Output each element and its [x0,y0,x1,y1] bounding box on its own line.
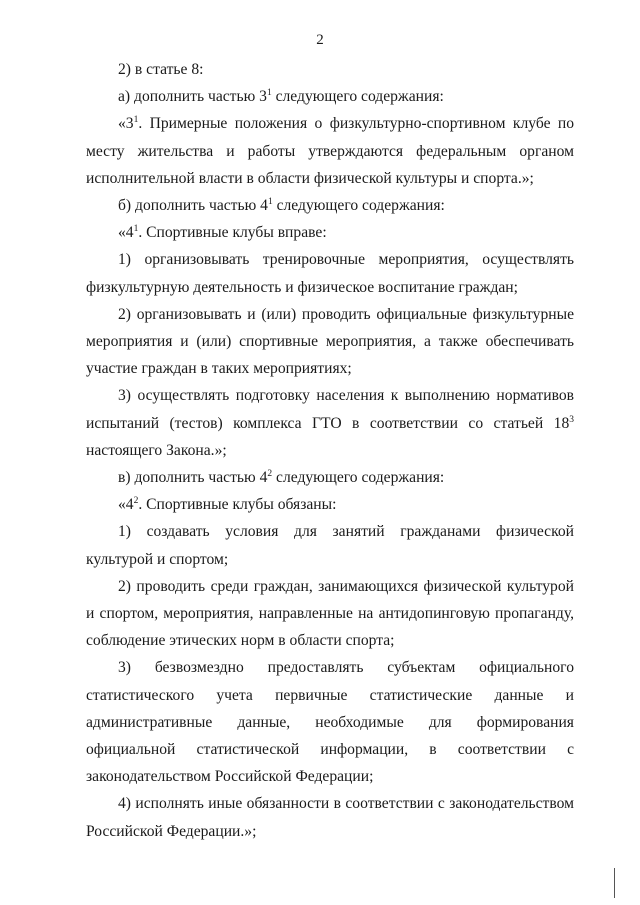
superscript: 1 [267,197,273,208]
list-item-rights-2: 2) организовывать и (или) проводить официальные физкультурные мероприятия и (или) спортивные мероприятия, а также обеспечивать участие граждан в таких мероприятиях; [86,305,574,378]
document-body [86,56,574,845]
paragraph-b: б) дополнить частью $4^1$ следующего содержания: [118,197,445,215]
list-item-duties-4: 4) исполнять иные обязанности в соответствии с законодательством Российской Федерации.»; [86,795,574,840]
paragraph-part-3-1: «$3^1$. Примерные положения о физкультурно-спортивном клубе по месту жительства и работы утверждаются федеральным органом исполнительной власти в области физической культуры и спорта.»; [86,115,574,187]
paragraph-a: а) дополнить частью $3^1$ следующего содержания: [118,88,444,106]
paragraph-article-8: 2) в статье 8: [118,61,204,78]
superscript: 3 [569,414,574,425]
paragraph-v: в) дополнить частью $4^2$ следующего содержания: [118,469,445,487]
list-item-duties-1: 1) создавать условия для занятий гражданами физической культурой и спортом; [86,523,574,568]
superscript: 1 [266,88,272,99]
page-number: 2 [316,32,324,48]
list-item-duties-3: 3) безвозмездно предоставлять субъектам официального статистического учета первичные статистические данные и административные данные, необходимые для формирования официальной статистической информации, в соответствии с законодательством Российской Федерации; [86,659,574,786]
scan-margin-mark [614,868,615,898]
paragraph-part-4-2: «$4^2$. Спортивные клубы обязаны: [118,496,337,514]
superscript: 2 [133,496,139,507]
list-item-rights-3: 3) осуществлять подготовку населения к выполнению нормативов испытаний (тестов) комплекса ГТО в соответствии со статьей $18^3$ настоящего Закона.»; [86,387,574,459]
superscript: 2 [267,469,273,480]
list-item-rights-1: 1) организовывать тренировочные мероприятия, осуществлять физкультурную деятельность и физическое воспитание граждан; [86,251,574,296]
list-item-duties-2: 2) проводить среди граждан, занимающихся физической культурой и спортом, мероприятия, направленные на антидопинговую пропаганду, соблюдение этических норм в области спорта; [86,577,574,650]
superscript: 1 [133,115,139,126]
paragraph-part-4-1: «$4^1$. Спортивные клубы вправе: [118,224,327,242]
superscript: 1 [133,224,139,235]
